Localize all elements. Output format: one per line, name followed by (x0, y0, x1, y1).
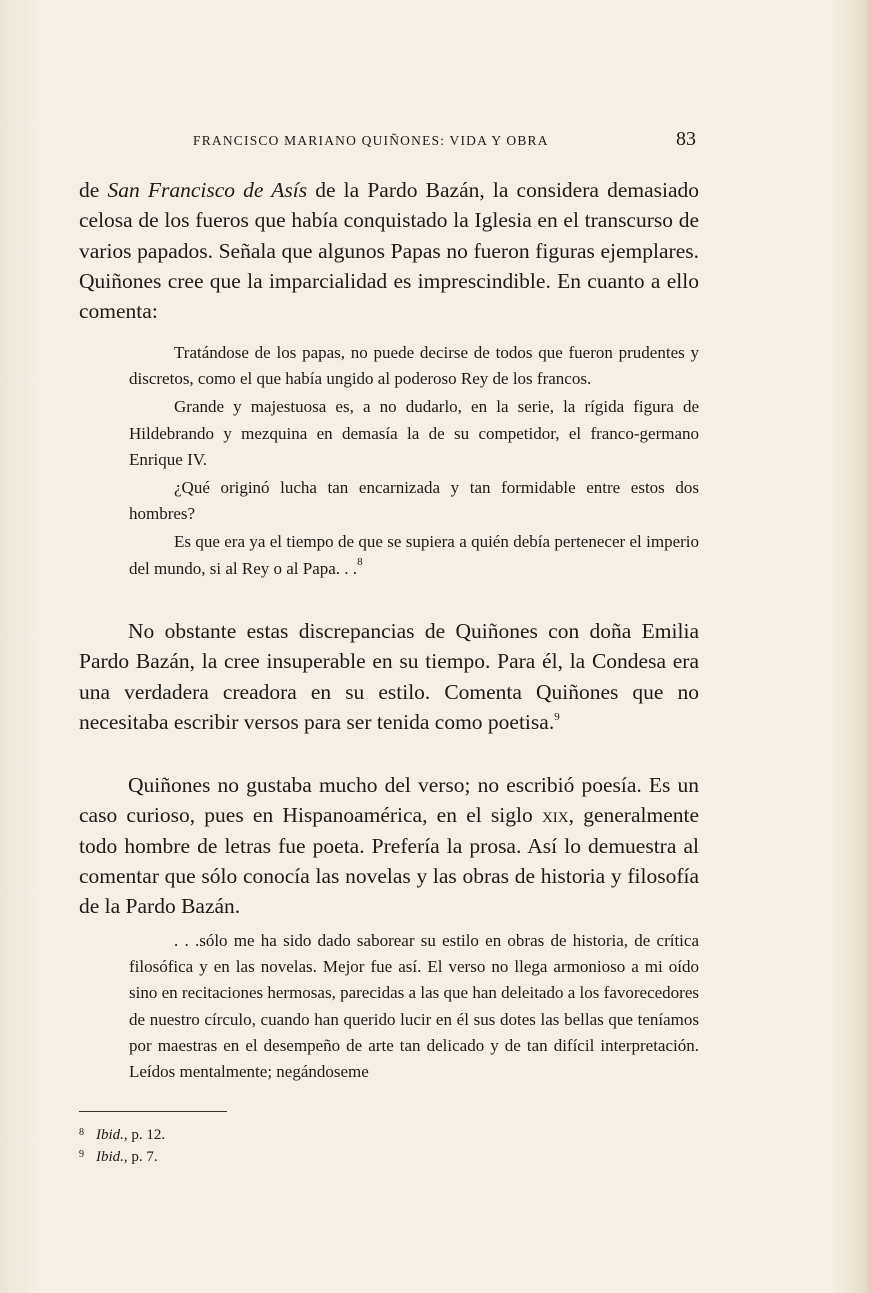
footnote-8-mark: 8 (79, 1127, 84, 1138)
book-title: San Francisco de Asís (107, 178, 308, 202)
footnote-9 (79, 1145, 165, 1167)
footnote-divider (79, 1111, 227, 1112)
block-quote-1 (129, 340, 699, 582)
paragraph-2 (79, 616, 699, 737)
page-number: 83 (676, 128, 696, 150)
century-numeral: xix (541, 803, 569, 828)
paragraph-2-text: No obstante estas discrepancias de Quiñones con doña Emilia Pardo Bazán, la cree insuperable en su tiempo. Para él, la Condesa era una verdadera creadora en su estilo. Comenta Quiñones que no necesitaba escribir versos para ser tenida como poetisa. (79, 619, 699, 734)
footnote-ref-8: 8 (357, 555, 363, 568)
paragraph-3-text-before: Quiñones no gustaba mucho del verso; no escribió poesía. Es un caso curioso, pues en Hispanoamérica, en el siglo (79, 773, 699, 828)
footnote-8 (79, 1123, 165, 1145)
footnote-8-page: , p. 12. (123, 1127, 166, 1143)
paragraph-1-rest: de la Pardo Bazán, la considera demasiado celosa de los fueros que había conquistado la Iglesia en el transcurso de varios papados. Señala que algunos Papas no fueron figuras ejemplares. Quiñones cree que la imparcialidad es imprescindible. En cuanto a ello comenta: (79, 178, 700, 324)
page-header (0, 128, 871, 154)
quote-1-line-4 (129, 529, 699, 581)
footnote-ref-9: 9 (554, 710, 560, 723)
quote-1-line-4-text: Es que era ya el tiempo de que se supiera a quién debía pertenecer el imperio del mundo, si al Rey o al Papa. . . (129, 532, 699, 578)
paragraph-1-lead: de (79, 178, 108, 202)
footnote-9-source: Ibid. (96, 1149, 124, 1165)
quote-1-line-2: Grande y majestuosa es, a no dudarlo, en la serie, la rígida figura de Hildebrando y mezquina en demasía la de su competidor, el franco-germano Enrique IV. (129, 397, 699, 469)
quote-2-text: . . .sólo me ha sido dado saborear su estilo en obras de historia, de crítica filosófica y en las novelas. Mejor fue así. El verso no llega armonioso a mi oído sino en recitaciones hermosas, parecidas a las que han deleitado a los favorecedores de nuestro círculo, cuando han querido lucir en él sus dotes las bellas que teníamos por maestras en el desempeño de arte tan delicado y de tan difícil interpretación. Leídos mentalmente; negándoseme (129, 931, 699, 1082)
paragraph-3-text-after: , generalmente todo hombre de letras fue poeta. Prefería la prosa. Así lo demuestra al comentar que sólo conocía las novelas y las obras de historia y filosofía de la Pardo Bazán. (79, 803, 700, 919)
quote-1-line-3: ¿Qué originó lucha tan encarnizada y tan formidable entre estos dos hombres? (129, 478, 699, 524)
paragraph-3 (79, 770, 699, 921)
running-title: FRANCISCO MARIANO QUIÑONES: VIDA Y OBRA (193, 133, 549, 148)
footnotes (79, 1123, 165, 1167)
footnote-9-page: , p. 7. (123, 1149, 158, 1165)
footnote-8-source: Ibid. (96, 1127, 124, 1143)
quote-1-line-1: Tratándose de los papas, no puede decirse de todos que fueron prudentes y discretos, como el que había ungido al poderoso Rey de los francos. (129, 343, 699, 389)
footnote-9-mark: 9 (79, 1149, 84, 1160)
block-quote-2 (129, 928, 699, 1085)
paragraph-1 (79, 175, 699, 326)
